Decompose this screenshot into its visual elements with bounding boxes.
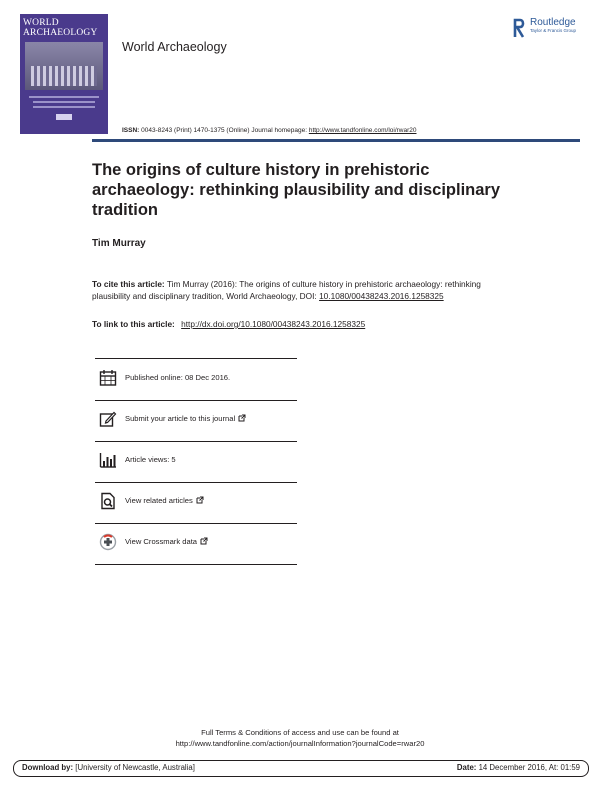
cover-decoration (33, 101, 95, 103)
cover-decoration (33, 106, 95, 108)
download-date (457, 763, 580, 772)
download-label: Download by: (22, 763, 74, 772)
article-author: Tim Murray (92, 238, 146, 249)
cite-label: To cite this article: (92, 279, 165, 289)
info-row-views (95, 441, 297, 483)
article-doi-link[interactable]: http://dx.doi.org/10.1080/00438243.2016.1258325 (181, 319, 366, 329)
download-footer (13, 760, 589, 777)
cover-publisher-logo (56, 114, 72, 120)
document-search-icon (99, 492, 117, 510)
info-row-crossmark[interactable] (95, 523, 297, 565)
bar-chart-icon (99, 451, 117, 469)
terms-line: Full Terms & Conditions of access and use can be found at (201, 728, 399, 737)
article-title: The origins of culture history in prehistoric archaeology: rethinking plausibility and disciplinary tradition (92, 161, 501, 219)
external-link-icon (196, 496, 204, 504)
publisher-name: Routledge (529, 17, 576, 28)
info-row-related[interactable] (95, 482, 297, 524)
cover-title-line1: WORLD (23, 18, 59, 28)
citation-block (92, 278, 502, 302)
terms-block (0, 727, 600, 749)
cover-decoration (29, 96, 99, 98)
cover-title-line2: ARCHAEOLOGY (23, 28, 98, 38)
info-row-published (95, 358, 297, 401)
cite-doi-link[interactable]: 10.1080/00438243.2016.1258325 (319, 291, 444, 301)
edit-icon (99, 410, 117, 428)
date-label: Date: (456, 763, 477, 772)
header-divider (92, 139, 580, 142)
crossmark-label: View Crossmark data (125, 537, 198, 546)
terms-url[interactable]: http://www.tandfonline.com/action/journalInformation?journalCode=rwar20 (175, 739, 425, 748)
link-label: To link to this article: (92, 319, 175, 329)
journal-cover-image (20, 14, 108, 134)
download-institution: [University of Newcastle, Australia] (75, 763, 195, 772)
routledge-r-icon (513, 17, 527, 39)
external-link-icon (238, 414, 246, 422)
related-articles-label: View related articles (125, 496, 193, 505)
article-link-line (92, 319, 365, 329)
issn-value: 0043-8243 (Print) 1470-1375 (Online) Journal homepage: (141, 127, 308, 134)
article-views: Article views: 5 (125, 455, 176, 464)
crossmark-link[interactable] (125, 537, 208, 546)
issn-line (122, 127, 417, 134)
submit-article-label: Submit your article to this journal (125, 414, 236, 423)
journal-homepage-link[interactable]: http://www.tandfonline.com/loi/rwar20 (308, 127, 417, 134)
related-articles-link[interactable] (125, 496, 204, 505)
info-row-submit[interactable] (95, 400, 297, 442)
cite-text: Tim Murray (2016): The origins of culture history in prehistoric archaeology: rethinking plausibility and disciplinary tradition, World Archaeology, DOI: (92, 279, 481, 301)
issn-label: ISSN: (122, 127, 140, 134)
submit-article-link[interactable] (125, 414, 246, 423)
crossmark-icon (99, 533, 117, 551)
publisher-group: Taylor & Francis Group (529, 28, 576, 33)
download-info (22, 763, 195, 772)
published-date: Published online: 08 Dec 2016. (125, 373, 231, 382)
cover-photo (25, 42, 103, 90)
calendar-icon (99, 369, 117, 387)
date-value: 14 December 2016, At: 01:59 (478, 763, 580, 772)
journal-name: World Archaeology (122, 40, 227, 54)
external-link-icon (200, 537, 208, 545)
publisher-logo (513, 17, 576, 39)
